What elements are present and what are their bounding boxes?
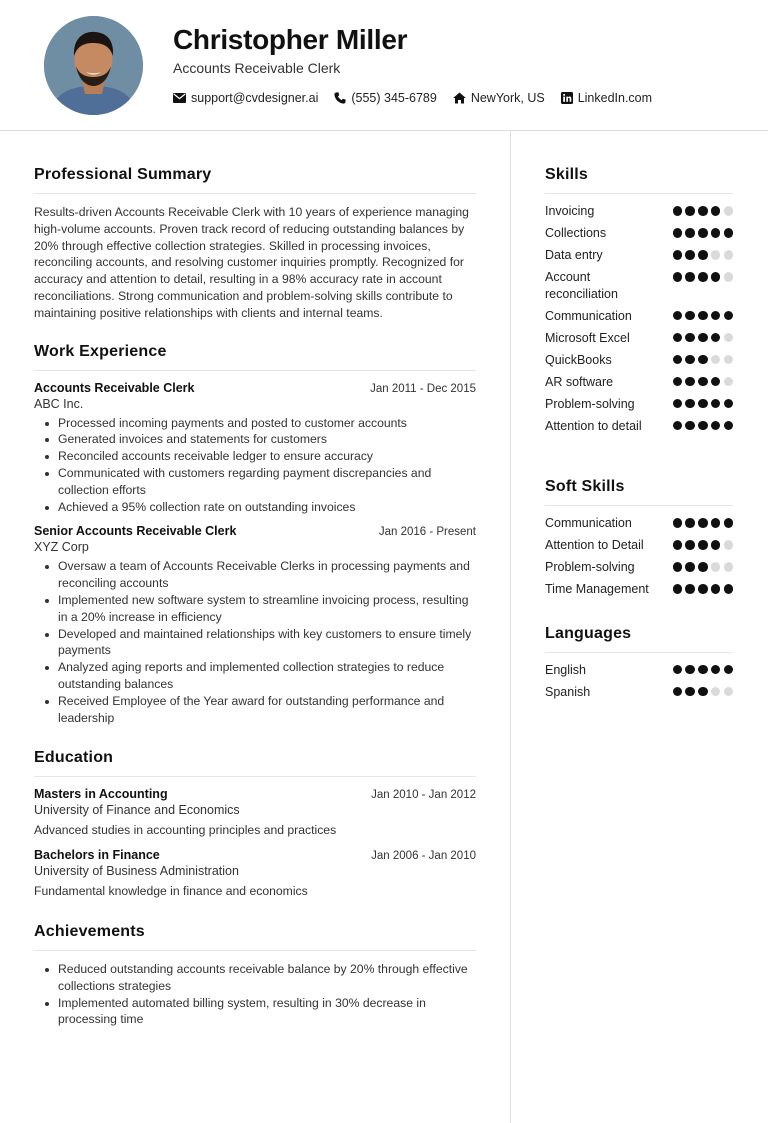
- rating-dot-filled: [711, 421, 721, 431]
- languages-list: [545, 662, 733, 701]
- skill-name: Account reconciliation: [545, 270, 618, 301]
- skill-rating: [670, 377, 733, 387]
- list-item: Communicated with customers regarding payment discrepancies and collection efforts: [34, 465, 476, 499]
- rating-dot-filled: [673, 250, 683, 260]
- list-item: Implemented new software system to streamline invoicing process, resulting in a 20% increase in efficiency: [34, 592, 476, 626]
- rating-dot-filled: [685, 311, 695, 321]
- job-date: Jan 2016 - Present: [378, 526, 476, 539]
- skill-row: [545, 418, 733, 435]
- home-icon: [453, 92, 466, 104]
- rating-dot-empty: [724, 272, 734, 282]
- rating-dot-filled: [698, 421, 708, 431]
- job-bullets: [34, 558, 476, 726]
- skill-row: [545, 374, 733, 391]
- rating-dot-filled: [711, 377, 721, 387]
- skill-rating: [670, 421, 733, 431]
- rating-dot-filled: [698, 206, 708, 216]
- skills-section: [545, 166, 733, 434]
- rating-dot-filled: [673, 421, 683, 431]
- rating-dot-filled: [673, 355, 683, 365]
- education-description: Fundamental knowledge in finance and economics: [34, 884, 308, 899]
- skill-name: Time Management: [545, 582, 649, 596]
- degree-title: Bachelors in Finance: [34, 848, 160, 863]
- skill-row: [545, 684, 733, 701]
- degree-title: Masters in Accounting: [34, 787, 168, 802]
- skill-name: QuickBooks: [545, 352, 612, 367]
- candidate-name: Christopher Miller: [173, 24, 408, 55]
- skill-row: [545, 515, 733, 532]
- skill-name: Attention to Detail: [545, 538, 644, 552]
- contact-phone-text: (555) 345-6789: [351, 91, 437, 105]
- rating-dot-empty: [711, 562, 721, 572]
- rating-dot-filled: [685, 665, 695, 675]
- column-divider: [510, 131, 511, 1123]
- list-item: Reconciled accounts receivable ledger to ensure accuracy: [34, 448, 476, 465]
- skill-name: Communication: [545, 308, 632, 323]
- rating-dot-filled: [673, 562, 683, 572]
- list-item: Generated invoices and statements for customers: [34, 431, 476, 448]
- rating-dot-filled: [711, 272, 721, 282]
- skill-row: [545, 581, 733, 598]
- rating-dot-filled: [698, 272, 708, 282]
- rating-dot-empty: [724, 250, 734, 260]
- rating-dot-filled: [698, 228, 708, 238]
- rating-dot-filled: [698, 377, 708, 387]
- experience-heading: Work Experience: [34, 343, 476, 371]
- rating-dot-filled: [698, 250, 708, 260]
- education-entry: [34, 848, 476, 900]
- rating-dot-filled: [724, 228, 734, 238]
- rating-dot-filled: [685, 228, 695, 238]
- job-header: [34, 381, 476, 395]
- rating-dot-filled: [698, 665, 708, 675]
- rating-dot-filled: [685, 518, 695, 528]
- rating-dot-filled: [711, 333, 721, 343]
- rating-dot-filled: [673, 311, 683, 321]
- phone-icon: [334, 92, 346, 104]
- skill-rating: [670, 665, 733, 675]
- list-item: Processed incoming payments and posted to customer accounts: [34, 415, 476, 432]
- rating-dot-filled: [724, 421, 734, 431]
- rating-dot-empty: [711, 250, 721, 260]
- rating-dot-filled: [711, 206, 721, 216]
- rating-dot-filled: [685, 562, 695, 572]
- rating-dot-filled: [673, 228, 683, 238]
- skill-row: [545, 537, 733, 554]
- education-description: Advanced studies in accounting principles and practices: [34, 823, 337, 838]
- skill-row: [545, 330, 733, 347]
- skill-rating: [670, 399, 733, 409]
- skill-row: [545, 396, 733, 413]
- rating-dot-filled: [724, 311, 734, 321]
- rating-dot-empty: [724, 355, 734, 365]
- skill-name: Problem-solving: [545, 396, 635, 411]
- skill-row: [545, 662, 733, 679]
- job-date: Jan 2011 - Dec 2015: [370, 382, 476, 395]
- list-item: Developed and maintained relationships with key customers to ensure timely payments: [34, 626, 476, 660]
- rating-dot-empty: [724, 562, 734, 572]
- skill-row: [545, 247, 733, 264]
- skill-row: [545, 269, 733, 302]
- rating-dot-empty: [724, 333, 734, 343]
- job-entry: [34, 524, 476, 726]
- envelope-icon: [173, 93, 186, 103]
- education-header: [34, 787, 476, 801]
- contact-list: [173, 91, 668, 105]
- rating-dot-filled: [673, 272, 683, 282]
- skill-row: [545, 559, 733, 576]
- profile-photo: [44, 16, 143, 115]
- rating-dot-filled: [685, 355, 695, 365]
- rating-dot-filled: [673, 687, 683, 697]
- rating-dot-filled: [698, 518, 708, 528]
- skill-rating: [670, 228, 733, 238]
- rating-dot-filled: [724, 665, 734, 675]
- rating-dot-empty: [724, 540, 734, 550]
- rating-dot-filled: [698, 355, 708, 365]
- summary-section: [34, 166, 476, 322]
- resume-header: [0, 0, 768, 131]
- skill-row: [545, 203, 733, 220]
- achievements-list: [34, 961, 476, 1028]
- skills-list: [545, 203, 733, 434]
- rating-dot-filled: [685, 584, 695, 594]
- rating-dot-filled: [698, 540, 708, 550]
- skill-name: Data entry: [545, 248, 603, 262]
- soft-skills-section: [545, 478, 733, 598]
- achievements-heading: Achievements: [34, 923, 476, 951]
- rating-dot-filled: [711, 665, 721, 675]
- rating-dot-filled: [673, 518, 683, 528]
- rating-dot-empty: [724, 206, 734, 216]
- summary-heading: Professional Summary: [34, 166, 476, 194]
- job-header: [34, 524, 476, 538]
- rating-dot-filled: [685, 421, 695, 431]
- skill-name: Spanish: [545, 684, 591, 699]
- skill-rating: [670, 355, 733, 365]
- rating-dot-filled: [698, 562, 708, 572]
- skill-name: Collections: [545, 226, 607, 240]
- rating-dot-filled: [711, 399, 721, 409]
- rating-dot-filled: [724, 518, 734, 528]
- skill-name: AR software: [545, 374, 614, 389]
- rating-dot-filled: [673, 665, 683, 675]
- rating-dot-filled: [711, 311, 721, 321]
- job-title: Accounts Receivable Clerk: [34, 380, 195, 395]
- rating-dot-filled: [685, 206, 695, 216]
- contact-location[interactable]: [453, 91, 545, 105]
- rating-dot-filled: [724, 399, 734, 409]
- rating-dot-filled: [698, 584, 708, 594]
- skill-row: [545, 352, 733, 369]
- rating-dot-filled: [685, 333, 695, 343]
- skill-rating: [670, 333, 733, 343]
- rating-dot-filled: [673, 377, 683, 387]
- skill-name: Attention to detail: [545, 418, 642, 433]
- rating-dot-filled: [685, 399, 695, 409]
- list-item: Implemented automated billing system, resulting in 30% decrease in processing time: [34, 995, 476, 1029]
- contact-linkedin[interactable]: [561, 91, 652, 105]
- contact-phone[interactable]: [334, 91, 436, 105]
- school-name: University of Finance and Economics: [34, 803, 240, 818]
- summary-text: Results-driven Accounts Receivable Clerk with 10 years of experience managing high-volume accounts. Proven track record of reducing outstanding balances by 20% through effective collection strategies. Skilled in processing invoices, reconciling accounts, and resolving customer inquiries promptly. Recognized for accuracy and attention to detail, resulting in a 98% accuracy rate in account reconciliations. Strong communication and problem-solving skills contribute to maintaining positive relationships with clients and internal teams.: [34, 205, 469, 320]
- contact-location-text: NewYork, US: [470, 91, 545, 105]
- languages-section: [545, 625, 733, 701]
- rating-dot-filled: [711, 584, 721, 594]
- skill-rating: [670, 562, 733, 572]
- rating-dot-filled: [673, 206, 683, 216]
- skill-name: Communication: [545, 516, 632, 530]
- job-title: Senior Accounts Receivable Clerk: [34, 524, 237, 539]
- job-bullets: [34, 415, 476, 516]
- list-item: Analyzed aging reports and implemented collection strategies to reduce outstanding balances: [34, 659, 476, 693]
- rating-dot-filled: [698, 311, 708, 321]
- rating-dot-filled: [711, 518, 721, 528]
- skill-rating: [670, 250, 733, 260]
- rating-dot-filled: [698, 333, 708, 343]
- list-item: Received Employee of the Year award for outstanding performance and leadership: [34, 693, 476, 727]
- main-column: [34, 131, 476, 1028]
- soft-skills-heading: Soft Skills: [545, 478, 733, 506]
- rating-dot-filled: [711, 540, 721, 550]
- candidate-title: Accounts Receivable Clerk: [173, 60, 341, 76]
- languages-heading: Languages: [545, 625, 733, 653]
- sidebar-column: [545, 131, 733, 700]
- list-item: Oversaw a team of Accounts Receivable Clerks in processing payments and reconciling accounts: [34, 558, 476, 592]
- rating-dot-empty: [724, 377, 734, 387]
- job-company: XYZ Corp: [34, 540, 89, 555]
- skill-rating: [670, 687, 733, 697]
- school-name: University of Business Administration: [34, 864, 239, 879]
- soft-skills-list: [545, 515, 733, 598]
- skills-heading: Skills: [545, 166, 733, 194]
- skill-rating: [670, 518, 733, 528]
- skill-rating: [670, 584, 733, 594]
- rating-dot-filled: [685, 540, 695, 550]
- rating-dot-filled: [685, 377, 695, 387]
- rating-dot-filled: [673, 584, 683, 594]
- skill-rating: [670, 540, 733, 550]
- linkedin-icon: [561, 92, 573, 104]
- skill-name: Invoicing: [545, 204, 595, 218]
- education-heading: Education: [34, 749, 476, 777]
- skill-name: Microsoft Excel: [545, 330, 630, 345]
- list-item: Achieved a 95% collection rate on outstanding invoices: [34, 499, 476, 516]
- rating-dot-filled: [698, 687, 708, 697]
- rating-dot-filled: [685, 687, 695, 697]
- education-section: [34, 749, 476, 900]
- experience-section: [34, 343, 476, 727]
- rating-dot-filled: [685, 250, 695, 260]
- rating-dot-empty: [711, 355, 721, 365]
- skill-rating: [670, 206, 733, 216]
- education-entry: [34, 787, 476, 839]
- job-entry: [34, 381, 476, 516]
- skill-row: [545, 225, 733, 242]
- rating-dot-empty: [711, 687, 721, 697]
- rating-dot-filled: [673, 540, 683, 550]
- education-date: Jan 2006 - Jan 2010: [371, 850, 476, 863]
- skill-row: [545, 308, 733, 325]
- rating-dot-filled: [711, 228, 721, 238]
- education-header: [34, 848, 476, 862]
- rating-dot-empty: [724, 687, 734, 697]
- contact-linkedin-text: LinkedIn.com: [577, 91, 653, 105]
- contact-email-text: support@cvdesigner.ai: [191, 91, 319, 105]
- achievements-section: [34, 923, 476, 1028]
- job-company: ABC Inc.: [34, 396, 84, 411]
- rating-dot-filled: [685, 272, 695, 282]
- rating-dot-filled: [673, 399, 683, 409]
- skill-rating: [670, 311, 733, 321]
- contact-email[interactable]: [173, 91, 318, 105]
- skill-name: Problem-solving: [545, 560, 635, 574]
- rating-dot-filled: [673, 333, 683, 343]
- rating-dot-filled: [698, 399, 708, 409]
- education-date: Jan 2010 - Jan 2012: [371, 789, 476, 802]
- rating-dot-filled: [724, 584, 734, 594]
- skill-rating: [670, 272, 733, 282]
- skill-name: English: [545, 662, 586, 677]
- list-item: Reduced outstanding accounts receivable balance by 20% through effective collections strategies: [34, 961, 476, 995]
